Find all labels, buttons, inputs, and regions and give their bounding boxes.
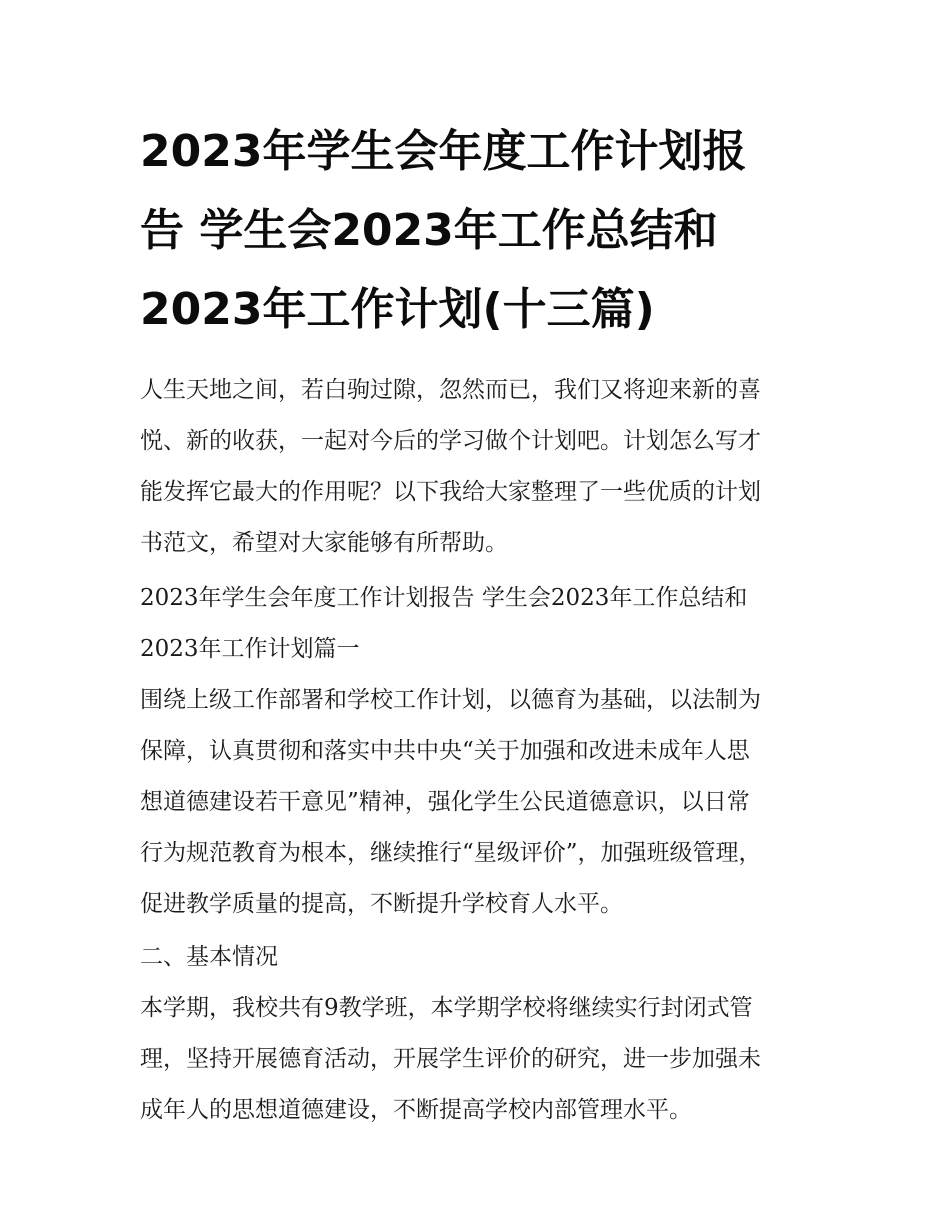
text-line: 成年人的思想道德建设，不断提高学校内部管理水平。 <box>140 1097 692 1123</box>
text-line: 理，坚持开展德育活动，开展学生评价的研究，进一步加强未 <box>140 1046 761 1072</box>
document-body <box>140 112 812 1136</box>
section-heading <box>140 932 812 983</box>
body-paragraph-2 <box>140 983 812 1136</box>
text-line: 围绕上级工作部署和学校工作计划，以德育为基础，以法制为 <box>140 687 761 713</box>
body-paragraph-1 <box>140 675 812 930</box>
text-line: 行为规范教育为根本，继续推行“星级评价”，加强班级管理， <box>140 840 762 866</box>
title-line: 告 学生会2023年工作总结和 <box>140 205 718 256</box>
text-line: 保障，认真贯彻和落实中共中央“关于加强和改进未成年人思 <box>140 738 750 764</box>
text-line: 能发挥它最大的作用呢？以下我给大家整理了一些优质的计划 <box>140 479 761 505</box>
title-line: 2023年工作计划(十三篇) <box>140 284 655 335</box>
text-line: 促进教学质量的提高，不断提升学校育人水平。 <box>140 891 623 917</box>
text-line: 想道德建设若干意见”精神，强化学生公民道德意识，以日常 <box>140 789 750 815</box>
text-line: 2023年工作计划篇一 <box>140 636 360 662</box>
text-line: 2023年学生会年度工作计划报告 学生会2023年工作总结和 <box>140 585 748 611</box>
document-title <box>140 112 812 349</box>
intro-paragraph <box>140 365 812 569</box>
text-line: 人生天地之间，若白驹过隙，忽然而已，我们又将迎来新的喜 <box>140 377 761 403</box>
section-heading-text: 二、基本情况 <box>140 944 278 970</box>
text-line: 书范文，希望对大家能够有所帮助。 <box>140 530 508 556</box>
title-line: 2023年学生会年度工作计划报 <box>140 126 747 177</box>
chapter-subheading <box>140 573 812 675</box>
text-line: 悦、新的收获，一起对今后的学习做个计划吧。计划怎么写才 <box>140 428 761 454</box>
text-line: 本学期，我校共有9教学班，本学期学校将继续实行封闭式管 <box>140 995 753 1021</box>
